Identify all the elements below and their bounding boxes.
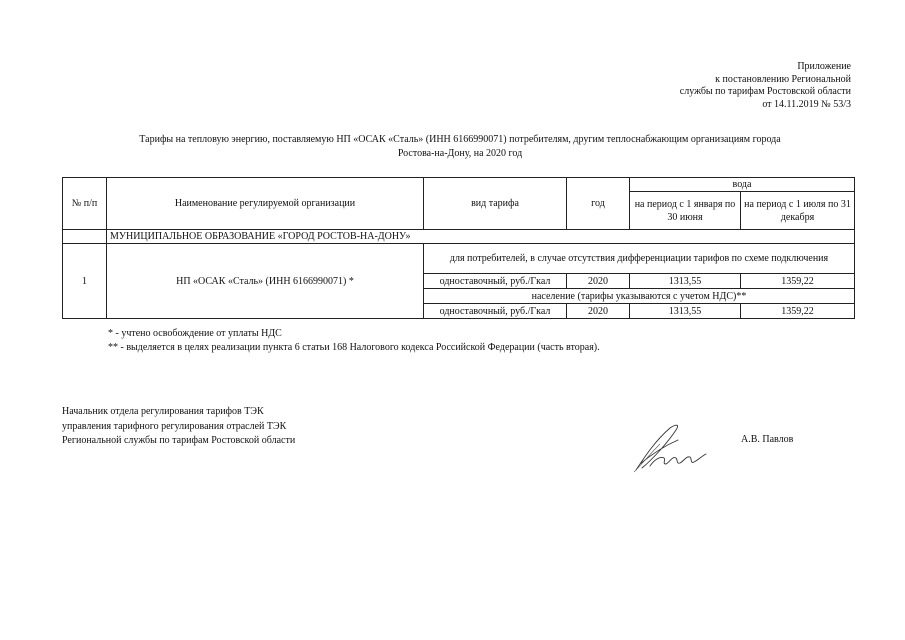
appendix-line-2: к постановлению Региональной — [715, 73, 851, 85]
group1-label: для потребителей, в случае отсутствия дифференциации тарифов по схеме подключения — [424, 244, 855, 274]
group1-year: 2020 — [567, 274, 630, 289]
group1-value-2: 1359,22 — [741, 274, 855, 289]
footnote-2: ** - выделяется в целях реализации пункта 6 статьи 168 Налогового кодекса Российской Федерации (часть вторая). — [108, 342, 600, 353]
municipality-blank — [63, 230, 107, 244]
header-org: Наименование регулируемой организации — [107, 178, 424, 230]
handwritten-signature — [630, 420, 710, 475]
appendix-line-3: службы по тарифам Ростовской области — [679, 86, 851, 97]
header-period-2: на период с 1 июля по 31 декабря — [741, 192, 855, 230]
tariff-table — [62, 177, 855, 319]
header-num: № п/п — [63, 178, 107, 230]
title-line-1: Тарифы на тепловую энергию, поставляемую НП «ОСАК «Сталь» (ИНН 6166990071) потребителям, другим теплоснабжающим организациям города — [139, 134, 781, 145]
row-num: 1 — [63, 244, 107, 319]
group1-value-1: 1313,55 — [630, 274, 741, 289]
group2-type: одноставочный, руб./Гкал — [424, 304, 567, 319]
signatory-position — [62, 405, 295, 449]
signatory-line-1: Начальник отдела регулирования тарифов ТЭК — [62, 406, 264, 417]
signatory-line-2: управления тарифного регулирования отраслей ТЭК — [62, 420, 287, 432]
signatory-name: А.В. Павлов — [741, 434, 794, 445]
municipality-label: МУНИЦИПАЛЬНОЕ ОБРАЗОВАНИЕ «ГОРОД РОСТОВ-НА-ДОНУ» — [107, 230, 855, 244]
group2-value-1: 1313,55 — [630, 304, 741, 319]
document-title — [60, 133, 860, 161]
signatory-line-3: Региональной службы по тарифам Ростовской области — [62, 435, 296, 446]
header-tariff-type: вид тарифа — [424, 178, 567, 230]
appendix-header — [680, 61, 851, 111]
title-line-2: Ростова-на-Дону, на 2020 год — [397, 148, 523, 159]
header-water: вода — [630, 178, 855, 192]
group2-year: 2020 — [567, 304, 630, 319]
group2-value-2: 1359,22 — [741, 304, 855, 319]
row-org: НП «ОСАК «Сталь» (ИНН 6166990071) * — [107, 244, 424, 319]
footnotes — [108, 327, 600, 355]
header-year: год — [567, 178, 630, 230]
appendix-line-4: от 14.11.2019 № 53/3 — [762, 98, 851, 110]
footnote-1: * - учтено освобождение от уплаты НДС — [108, 328, 282, 339]
appendix-line-1: Приложение — [797, 61, 851, 72]
header-period-1: на период с 1 января по 30 июня — [630, 192, 741, 230]
group2-label: население (тарифы указываются с учетом НДС)** — [424, 289, 855, 304]
group1-type: одноставочный, руб./Гкал — [424, 274, 567, 289]
